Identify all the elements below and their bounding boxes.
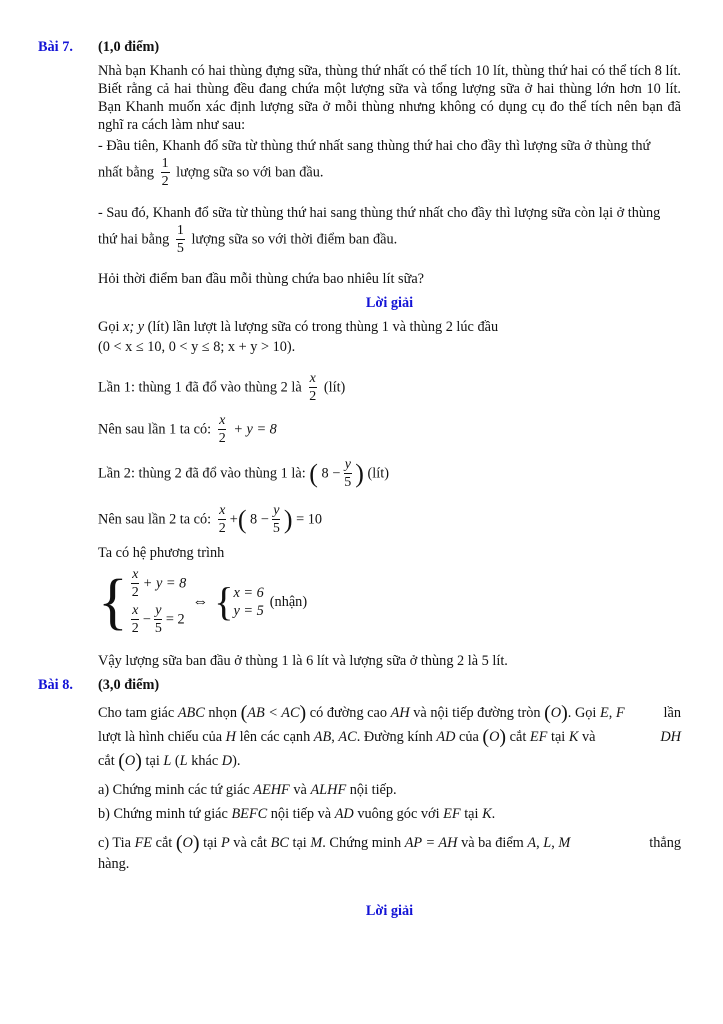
- equation-system: [98, 566, 307, 638]
- part-a: a) Chứng minh các tứ giác AEHF và ALHF nội tiếp.: [98, 782, 397, 798]
- solution-let: Gọi x; y (lít) lần lượt là lượng sữa có trong thùng 1 và thùng 2 lúc đầu: [98, 319, 499, 335]
- problem-7-intro: Nhà bạn Khanh có hai thùng đựng sữa, thùng thứ nhất có thể tích 10 lít, thùng thứ hai có thể tích 8 lít. Biết rằng cả hai thùng đều đang chứa một lượng sữa và tổng lượng sữa ở hai thùng lớn hơn 10 lít. Bạn Khanh muốn xác định lượng sữa ở mỗi thùng nhưng không có dụng cụ đo thể tích nên bạn đã nghĩ ra cách làm như sau:: [98, 63, 681, 133]
- problem-7-label: Bài 7.: [38, 39, 73, 55]
- problem-8-line3: cắt (O) tại L (L khác D).: [98, 750, 241, 772]
- brace-result: {: [214, 579, 234, 624]
- step1-line2: [98, 157, 324, 189]
- fraction-y-over-5: $\frac{y}{5}$: [272, 503, 280, 536]
- problem-8-label: Bài 8.: [38, 677, 73, 693]
- lan1-line: Lần 1: thùng 1 đã đổ vào thùng 2 là $\frac{x}{2}$ (lít): [98, 371, 346, 404]
- equivalence-arrow: ⇔: [192, 593, 209, 610]
- after1-line: Nên sau lần 1 ta có: $\frac{x}{2}$ + y = 8: [98, 413, 277, 446]
- fraction-one-fifth: $\frac{1}{5}$: [176, 223, 184, 256]
- fraction-x-over-2: $\frac{x}{2}$: [218, 413, 226, 446]
- solution-title-8: Lời giải: [365, 903, 414, 919]
- problem-7-points: (1,0 điểm): [98, 39, 160, 55]
- part-b: b) Chứng minh tứ giác BEFC nội tiếp và AD vuông góc với EF tại K.: [98, 806, 496, 822]
- step2-text: thứ hai bằng: [98, 231, 170, 248]
- result-x: x = 6: [233, 584, 264, 601]
- system-intro: Ta có hệ phương trình: [98, 545, 225, 561]
- step2-end: lượng sữa so với thời điểm ban đầu.: [191, 231, 398, 248]
- problem-8-points: (3,0 điểm): [98, 677, 160, 693]
- lan2-line: Lần 2: thùng 2 đã đổ vào thùng 1 là: ( 8 − $\frac{y}{5}$ ) (lít): [98, 457, 389, 490]
- problem-8-line2: lượt là hình chiếu của H lên các cạnh AB, AC. Đường kính AD của (O) cắt EF tại K và DH: [98, 726, 681, 748]
- conclusion: Vậy lượng sữa ban đầu ở thùng 1 là 6 lít và lượng sữa ở thùng 2 là 5 lít.: [98, 653, 508, 669]
- result-y: y = 5: [233, 603, 264, 619]
- step2-line2: [98, 224, 397, 256]
- problem-8-line1: Cho tam giác ABC nhọn (AB < AC) có đường cao AH và nội tiếp đường tròn (O). Gọi E, F lần: [98, 702, 681, 724]
- fraction-one-half: $\frac{1}{2}$: [161, 156, 169, 189]
- solution-conditions: (0 < x ≤ 10, 0 < y ≤ 8; x + y > 10).: [98, 339, 296, 355]
- fraction-x-over-2: $\frac{x}{2}$: [218, 503, 226, 536]
- brace-left: {: [98, 568, 128, 636]
- solution-title-7: Lời giải: [365, 295, 414, 311]
- part-c: c) Tia FE cắt (O) tại P và cắt BC tại M. Chứng minh AP = AH và ba điểm A, L, M thẳng: [98, 832, 681, 854]
- equation-2: $\frac{x}{2}$ − $\frac{y}{5}$ = 2: [131, 603, 185, 636]
- step1-line1: - Đầu tiên, Khanh đổ sữa từ thùng thứ nhất sang thùng thứ hai cho đầy thì lượng sữa ở thùng thứ: [98, 138, 651, 154]
- part-c-end: hàng.: [98, 856, 130, 872]
- accept-note: (nhận): [269, 593, 308, 610]
- vars-xy: x; y: [123, 319, 145, 335]
- step1-text: nhất bằng: [98, 164, 154, 181]
- after2-line: Nên sau lần 2 ta có: $\frac{x}{2}$ +( 8 − $\frac{y}{5}$ ) = 10: [98, 503, 323, 536]
- equation-1: $\frac{x}{2}$ + y = 8: [131, 567, 187, 600]
- step2-line1: - Sau đó, Khanh đổ sữa từ thùng thứ hai sang thùng thứ nhất cho đầy thì lượng sữa còn lại ở thùng: [98, 205, 661, 221]
- fraction-y-over-5: $\frac{y}{5}$: [344, 457, 352, 490]
- fraction-x-over-2: $\frac{x}{2}$: [309, 371, 317, 404]
- step1-end: lượng sữa so với ban đầu.: [176, 164, 324, 181]
- question: Hỏi thời điểm ban đầu mỗi thùng chứa bao nhiêu lít sữa?: [98, 271, 425, 287]
